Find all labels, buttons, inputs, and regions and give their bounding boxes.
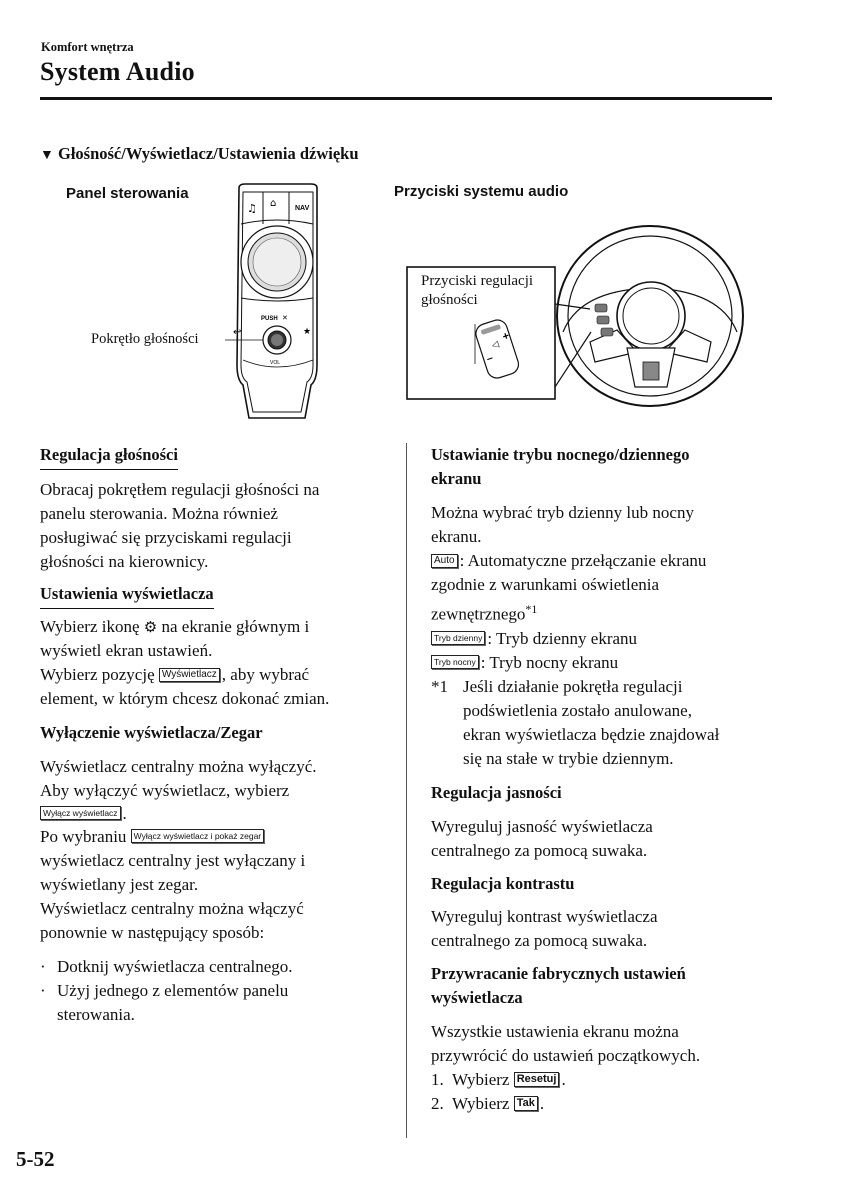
off-text-4: Po wybraniu Wyłącz wyświetlacz i pokaż zegar (40, 825, 385, 849)
footnote-3: ekran wyświetlacza będzie znajdował (463, 724, 720, 744)
steering-wheel-illustration (405, 212, 775, 422)
left-column (40, 443, 385, 1027)
night-text-1: Można wybrać tryb dzienny lub nocny (431, 503, 694, 522)
chapter-label: Komfort wnętrza (41, 40, 134, 54)
volume-text-2: panelu sterowania. Można również (40, 504, 278, 523)
day-row: Tryb dzienny : Tryb dzienny ekranu (431, 627, 771, 651)
off-text-2: Aby wyłączyć wyświetlacz, wybierz (40, 781, 290, 800)
display-heading: Ustawienia wyświetlacza (40, 582, 214, 609)
panel-label: Panel sterowania (66, 185, 189, 202)
right-column (431, 443, 771, 1116)
section-title: Głośność/Wyświetlacz/Ustawienia dźwięku (57, 144, 359, 163)
push-button-label: PUSH (261, 316, 278, 322)
night-heading-1: Ustawianie trybu nocnego/dziennego (431, 445, 690, 464)
display-text-3: Wybierz pozycję Wyświetlacz , aby wybrać (40, 665, 310, 684)
contrast-heading: Regulacja kontrastu (431, 873, 575, 893)
brightness-heading: Regulacja jasności (431, 782, 562, 802)
volume-text-1: Obracaj pokrętłem regulacji głośności na (40, 480, 320, 499)
off-text-3: Wyłącz wyświetlacz . (40, 803, 385, 825)
yes-button[interactable]: Tak (514, 1096, 538, 1111)
mute-icon: ✕ (282, 314, 288, 322)
footnote-2: podświetlenia zostało anulowane, (463, 700, 692, 720)
volume-knob-label: Pokrętło głośności (91, 331, 199, 347)
night-mode-button[interactable]: Tryb nocny (431, 655, 479, 669)
title-rule (40, 97, 772, 100)
night-row: Tryb nocny : Tryb nocny ekranu (431, 651, 771, 675)
reset-heading-2: wyświetlacza (431, 987, 523, 1007)
reset-text-2: przywrócić do ustawień początkowych. (431, 1045, 701, 1065)
night-heading-2: ekranu (431, 469, 482, 488)
footnote-1: *1 Jeśli działanie pokrętła regulacji (431, 676, 683, 696)
display-text-1: Wybierz ikonę ⚙ na ekranie głównym i (40, 617, 310, 636)
column-divider (406, 443, 407, 1138)
day-mode-button[interactable]: Tryb dzienny (431, 631, 485, 645)
vol-label: VOL (270, 360, 281, 366)
display-off-clock-button[interactable]: Wyłącz wyświetlacz i pokaż zegar (131, 829, 264, 843)
step-1: 1. Wybierz Resetuj . (431, 1069, 566, 1089)
bullet-item-1: · Dotknij wyświetlacza centralnego. (40, 957, 293, 976)
gear-icon: ⚙ (143, 618, 158, 636)
volume-text-3: posługiwać się przyciskami regulacji (40, 528, 292, 547)
plus-icon: + (501, 329, 511, 344)
auto-row: Auto : Automatyczne przełączanie ekranu (431, 549, 771, 573)
display-text-4: element, w którym chcesz dokonać zmian. (40, 689, 330, 708)
brightness-text-1: Wyreguluj jasność wyświetlacza (431, 816, 653, 836)
display-off-button[interactable]: Wyłącz wyświetlacz (40, 806, 121, 820)
page-title: System Audio (40, 57, 195, 86)
footnote-4: się na stałe w trybie dziennym. (463, 748, 674, 768)
volume-heading: Regulacja głośności (40, 443, 178, 470)
off-text-7: Wyświetlacz centralny można włączyć (40, 899, 304, 918)
reset-button[interactable]: Resetuj (514, 1072, 560, 1087)
off-text-8: ponownie w następujący sposób: (40, 923, 265, 942)
display-text-2: wyświetl ekran ustawień. (40, 641, 213, 660)
contrast-text-2: centralnego za pomocą suwaka. (431, 930, 648, 950)
control-panel-illustration (225, 180, 335, 425)
section-heading (40, 144, 359, 164)
audio-label: Przyciski systemu audio (394, 183, 569, 200)
speaker-icon: ◁ (490, 339, 501, 352)
music-icon: ♫ (247, 202, 257, 215)
reset-heading-1: Przywracanie fabrycznych ustawień (431, 963, 686, 983)
minus-icon: – (485, 352, 495, 366)
brightness-text-2: centralnego za pomocą suwaka. (431, 840, 648, 860)
off-text-6: wyświetlany jest zegar. (40, 875, 199, 894)
bullet-item-2: · Użyj jednego z elementów panelu (40, 981, 289, 1000)
reset-text-1: Wszystkie ustawienia ekranu można (431, 1021, 679, 1041)
page-number: 5-52 (16, 1147, 55, 1171)
back-icon: ↩ (233, 327, 242, 338)
bullet-item-2-cont: sterowania. (57, 1005, 135, 1024)
contrast-text-1: Wyreguluj kontrast wyświetlacza (431, 906, 658, 926)
volume-text-4: głośności na kierownicy. (40, 552, 209, 571)
favorite-star-icon: ★ (303, 327, 312, 337)
display-button[interactable]: Wyświetlacz (159, 668, 220, 682)
off-heading: Wyłączenie wyświetlacza/Zegar (40, 723, 263, 742)
auto-text-2: zgodnie z warunkami oświetlenia (431, 575, 660, 594)
nav-button-label: NAV (295, 205, 310, 212)
triangle-marker-icon: ▼ (40, 148, 54, 163)
night-text-2: ekranu. (431, 527, 482, 546)
auto-text-3: zewnętrznego$^{*1}$ (431, 602, 538, 624)
off-text-1: Wyświetlacz centralny można wyłączyć. (40, 757, 317, 776)
step-2: 2. Wybierz Tak . (431, 1093, 545, 1113)
auto-button[interactable]: Auto (431, 554, 458, 568)
home-icon: ⌂ (270, 198, 277, 209)
volume-buttons-callout: Przyciski regulacji głośności (421, 273, 534, 308)
off-text-5: wyświetlacz centralny jest wyłączany i (40, 851, 306, 870)
